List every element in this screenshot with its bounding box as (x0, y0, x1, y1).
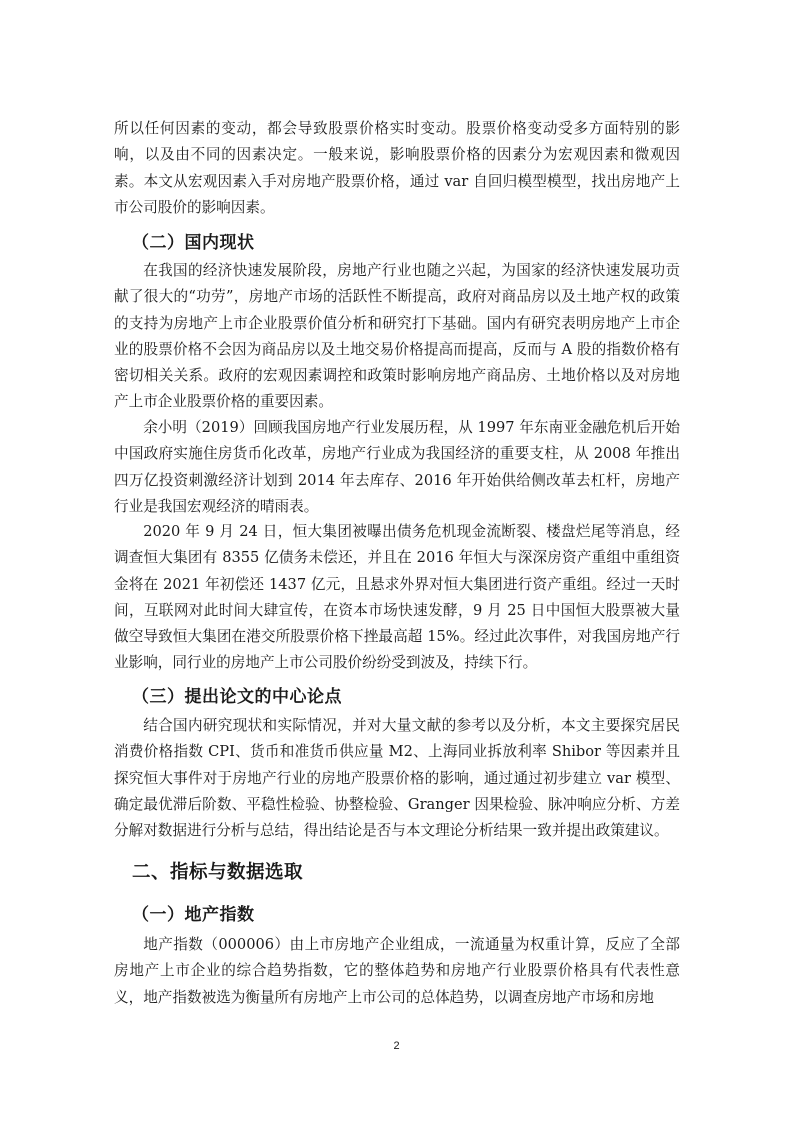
paragraph-property-index: 地产指数（000006）由上市房地产企业组成，一流通量为权重计算，反应了全部房地产上市企业的综合趋势指数，它的整体趋势和房地产行业股票价格具有代表性意义，地产指数被选为衡量所有房地产上市公司的总体趋势，以调查房地产市场和房地 (114, 936, 680, 1006)
heading-domestic-status: （二）国内现状 (132, 233, 255, 253)
page-number: 2 (393, 1040, 400, 1052)
paragraph-thesis: 结合国内研究现状和实际情况，并对大量文献的参考以及分析，本文主要探究居民消费价格指数 CPI、货币和准货币供应量 M2、上海同业拆放利率 Shibor 等因素并且探究恒大事件对于房地产行业的房地产股票价格的影响，通过通过初步建立 var 模型、确定最优滞后阶数、平稳性检验、协整检验、Granger 因果检验、脉冲响应分析、方差分解对数据进行分析与总结，得出结论是否与本文理论分析结果一致并提出政策建议。 (114, 717, 680, 840)
paragraph-domestic-2: 余小明（2019）回顾我国房地产行业发展历程，从 1997 年东南亚金融危机后开始中国政府实施住房货币化改革，房地产行业成为我国经济的重要支柱，从 2008 年推出四万亿投资刺激经济计划到 2014 年去库存、2016 年开始供给侧改革去杠杆，房地产行业是我国宏观经济的晴雨表。 (114, 419, 680, 515)
heading-property-index: （一）地产指数 (132, 905, 255, 925)
paragraph-domestic-3: 2020 年 9 月 24 日，恒大集团被曝出债务危机现金流断裂、楼盘烂尾等消息，经调查恒大集团有 8355 亿债务未偿还，并且在 2016 年恒大与深深房资产重组中重组资金将在 2021 年初偿还 1437 亿元，且悬求外界对恒大集团进行资产重组。经过一天时间，互联网对此时间大肆宣传，在资本市场快速发酵，9 月 25 日中国恒大股票被大量做空导致恒大集团在港交所股票价格下挫最高超 15%。经过此次事件，对我国房地产行业影响，同行业的房地产上市公司股价纷纷受到波及，持续下行。 (114, 523, 680, 672)
paragraph-intro: 所以任何因素的变动，都会导致股票价格实时变动。股票价格变动受多方面特别的影响，以及由不同的因素决定。一般来说，影响股票价格的因素分为宏观因素和微观因素。本文从宏观因素入手对房地产股票价格，通过 var 自回归模型模型，找出房地产上市公司股价的影响因素。 (114, 120, 680, 216)
heading-section-2: 二、指标与数据选取 (132, 862, 304, 883)
heading-thesis: （三）提出论文的中心论点 (132, 687, 342, 707)
paragraph-domestic-1: 在我国的经济快速发展阶段，房地产行业也随之兴起，为国家的经济快速发展功贡献了很大的“功劳”，房地产市场的活跃性不断提高，政府对商品房以及土地产权的政策的支持为房地产上市企业股票价值分析和研究打下基础。国内有研究表明房地产上市企业的股票价格不会因为商品房以及土地交易价格提高而提高，反而与 A 股的指数价格有密切相关关系。政府的宏观因素调控和政策时影响房地产商品房、土地价格以及对房地产上市企业股票价格的重要因素。 (114, 262, 680, 411)
